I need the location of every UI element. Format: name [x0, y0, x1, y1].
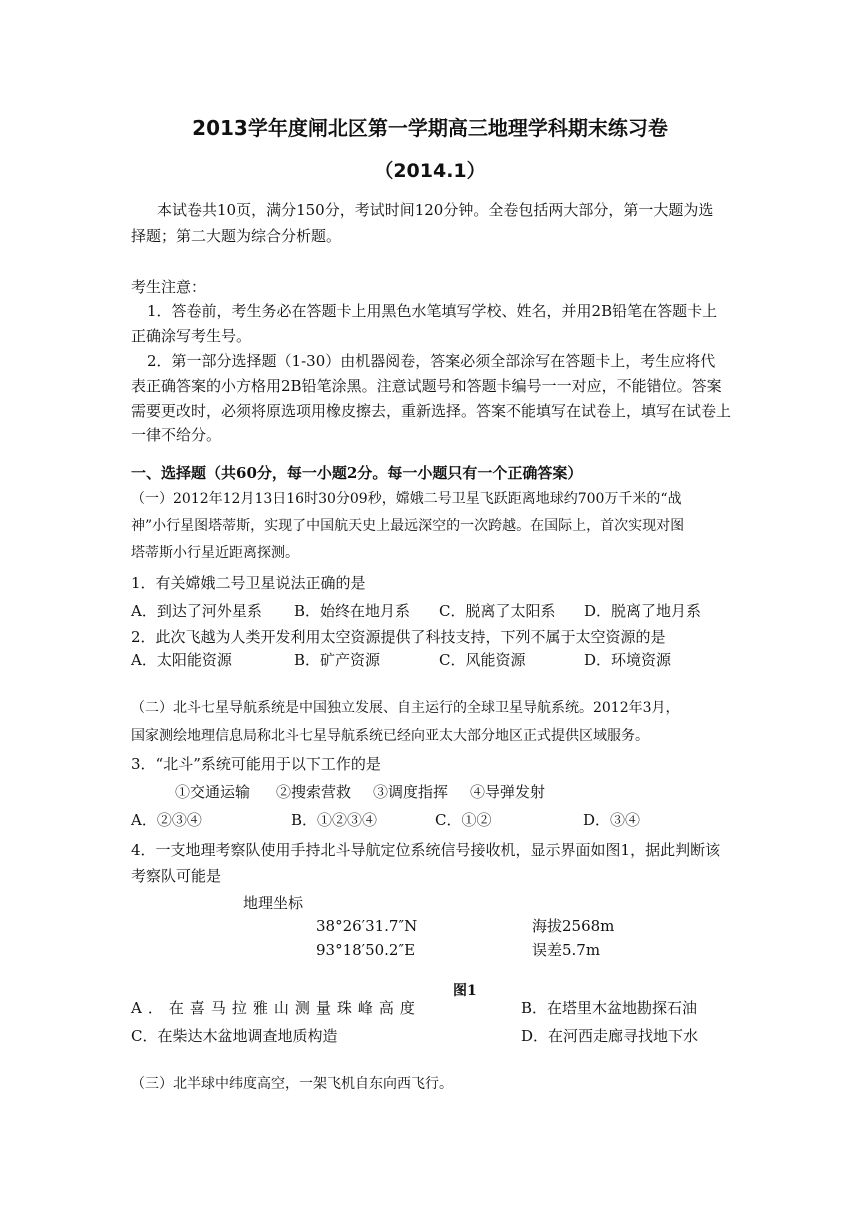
option-b: B．①②③④ [291, 811, 378, 829]
option-a: A．到达了河外星系 [131, 602, 262, 620]
option-b: B．始终在地月系 [294, 602, 411, 620]
figure-altitude: 海拔2568m [532, 917, 615, 935]
notice-line: 表正确答案的小方格用2B铅笔涂黑。注意试题号和答题卡编号一一对应，不能错位。答案 [131, 377, 722, 395]
notice-line: 需要更改时，必须将原选项用橡皮擦去，重新选择。答案不能填写在试卷上，填写在试卷上 [131, 402, 732, 420]
section-heading: 一、选择题（共60分，每一小题2分。每一小题只有一个正确答案） [131, 464, 583, 482]
q3-item: ②搜索营救 [276, 783, 352, 801]
option-c: C．在柴达木盆地调查地质构造 [131, 1027, 338, 1045]
q3-item: ③调度指挥 [373, 783, 449, 801]
question-stem: 考察队可能是 [131, 867, 222, 885]
notice-heading: 考生注意： [131, 278, 207, 296]
notice-line: 正确涂写考生号。 [131, 327, 252, 345]
passage-line: 塔蒂斯小行星近距离探测。 [131, 545, 299, 561]
figure-error: 误差5.7m [532, 941, 601, 959]
q3-item: ④导弹发射 [470, 783, 546, 801]
intro-line-1: 本试卷共10页，满分150分，考试时间120分钟。全卷包括两大部分，第一大题为选 [157, 201, 714, 219]
option-d: D．在河西走廊寻找地下水 [521, 1027, 699, 1045]
question-stem: 4．一支地理考察队使用手持北斗导航定位系统信号接收机，显示界面如图1，据此判断该 [131, 841, 721, 859]
figure-longitude: 93°18′50.2″E [316, 941, 416, 959]
intro-line-2: 择题；第二大题为综合分析题。 [131, 227, 342, 245]
figure-label: 地理坐标 [243, 894, 304, 912]
figure-caption: 图1 [453, 983, 477, 999]
passage-line: 神”小行星图塔蒂斯，实现了中国航天史上最远深空的一次跨越。在国际上，首次实现对图 [131, 518, 685, 534]
notice-line: 一律不给分。 [131, 426, 222, 444]
passage-line: （一）2012年12月13日16时30分09秒，嫦娥二号卫星飞跃距离地球约700万千米的“战 [131, 491, 682, 507]
option-c: C．脱离了太阳系 [439, 602, 556, 620]
page-subtitle: （2014.1） [374, 160, 486, 182]
passage-line: （二）北斗七星导航系统是中国独立发展、自主运行的全球卫星导航系统。2012年3月， [131, 700, 680, 716]
option-a: A．太阳能资源 [131, 651, 232, 669]
notice-line: 1．答卷前，考生务必在答题卡上用黑色水笔填写学校、姓名，并用2B铅笔在答题卡上 [147, 302, 718, 320]
option-b: B．矿产资源 [294, 651, 381, 669]
option-c: C．①② [435, 811, 492, 829]
figure-latitude: 38°26′31.7″N [316, 917, 418, 935]
question-stem: 3．“北斗”系统可能用于以下工作的是 [131, 755, 381, 773]
q3-item: ①交通运输 [175, 783, 251, 801]
option-a: A．②③④ [131, 811, 202, 829]
option-b: B．在塔里木盆地勘探石油 [521, 999, 698, 1017]
option-c: C．风能资源 [439, 651, 526, 669]
passage-line: 国家测绘地理信息局称北斗七星导航系统已经向亚太大部分地区正式提供区域服务。 [131, 728, 649, 744]
question-stem: 1．有关嫦娥二号卫星说法正确的是 [131, 574, 366, 592]
option-a: A．在喜马拉雅山测量珠峰高度 [131, 999, 421, 1017]
passage-line: （三）北半球中纬度高空，一架飞机自东向西飞行。 [131, 1076, 453, 1092]
option-d: D．环境资源 [584, 651, 672, 669]
question-stem: 2．此次飞越为人类开发利用太空资源提供了科技支持，下列不属于太空资源的是 [131, 628, 666, 646]
page-title: 2013学年度闸北区第一学期高三地理学科期末练习卷 [192, 116, 668, 140]
notice-line: 2．第一部分选择题（1-30）由机器阅卷，答案必须全部涂写在答题卡上，考生应将代 [147, 352, 716, 370]
option-d: D．③④ [583, 811, 641, 829]
option-d: D．脱离了地月系 [584, 602, 702, 620]
